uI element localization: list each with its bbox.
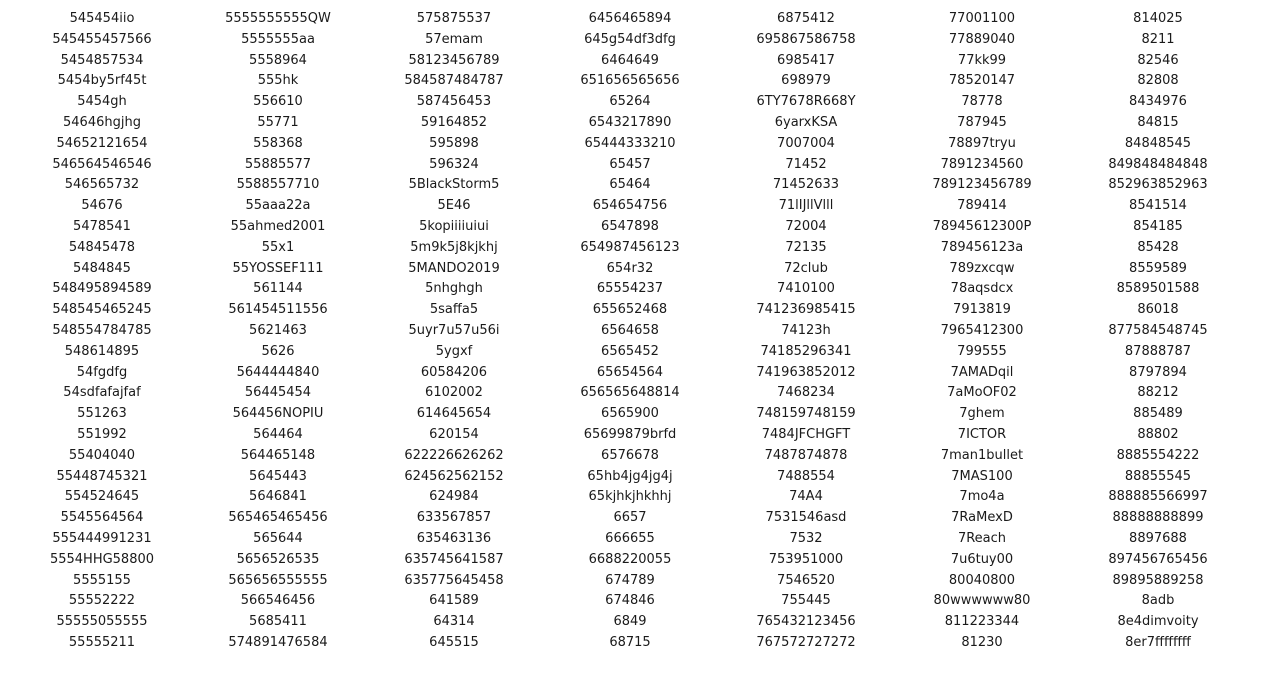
- table-cell[interactable]: 5478541: [73, 218, 131, 234]
- table-cell[interactable]: 65464: [609, 177, 651, 193]
- table-cell[interactable]: 556610: [253, 94, 303, 110]
- table-cell[interactable]: 5484845: [73, 260, 131, 276]
- table-cell[interactable]: 5621463: [249, 322, 307, 338]
- table-cell[interactable]: 566546456: [240, 593, 316, 609]
- table-cell[interactable]: 885489: [1133, 406, 1183, 422]
- table-cell[interactable]: 54845478: [68, 239, 136, 255]
- value-grid: [14, 9, 1246, 654]
- table-cell[interactable]: 620154: [429, 426, 479, 442]
- table-cell[interactable]: 55555211: [68, 634, 136, 650]
- table-cell[interactable]: 65457: [609, 156, 651, 172]
- table-cell[interactable]: 58123456789: [408, 52, 500, 68]
- table-cell[interactable]: 877584548745: [1108, 322, 1208, 338]
- table-cell[interactable]: 5656526535: [236, 551, 320, 567]
- table-cell[interactable]: 5555155: [73, 572, 131, 588]
- table-cell[interactable]: 799555: [957, 343, 1007, 359]
- table-cell[interactable]: 554524645: [64, 489, 140, 505]
- table-cell[interactable]: 698979: [781, 73, 831, 89]
- table-cell[interactable]: 6TY7678R668Y: [756, 94, 856, 110]
- table-cell[interactable]: 6985417: [777, 52, 835, 68]
- table-cell[interactable]: 6849: [613, 614, 647, 630]
- table-cell[interactable]: 565465465456: [228, 510, 328, 526]
- table-cell[interactable]: 7ICTOR: [957, 426, 1007, 442]
- table-cell[interactable]: 55x1: [261, 239, 295, 255]
- table-cell[interactable]: 565644: [253, 530, 303, 546]
- table-cell[interactable]: 5644444840: [236, 364, 320, 380]
- table-cell[interactable]: 555hk: [257, 73, 299, 89]
- table-cell[interactable]: 5554HHG58800: [49, 551, 155, 567]
- table-cell[interactable]: 55404040: [68, 447, 136, 463]
- column-4: [542, 9, 718, 654]
- table-cell[interactable]: 814025: [1133, 11, 1183, 26]
- table-cell[interactable]: 624984: [429, 489, 479, 505]
- table-cell[interactable]: 5646841: [249, 489, 307, 505]
- table-cell[interactable]: 6688220055: [588, 551, 672, 567]
- table-cell[interactable]: 7468234: [777, 385, 835, 401]
- table-cell[interactable]: 555444991231: [52, 530, 152, 546]
- table-cell[interactable]: 6456465894: [588, 11, 672, 26]
- table-cell[interactable]: 85428: [1137, 239, 1179, 255]
- table-cell[interactable]: 65699879brfd: [583, 426, 677, 442]
- table-cell[interactable]: 71452: [785, 156, 827, 172]
- table-cell[interactable]: 7007004: [777, 135, 835, 151]
- table-cell[interactable]: 5m9k5j8kjkhj: [410, 239, 498, 255]
- table-cell[interactable]: 654987456123: [580, 239, 680, 255]
- table-cell[interactable]: 753951000: [768, 551, 844, 567]
- table-cell[interactable]: 71lIJllVlll: [778, 198, 834, 214]
- table-cell[interactable]: 7Reach: [957, 530, 1007, 546]
- table-cell[interactable]: 6547898: [601, 218, 659, 234]
- table-cell[interactable]: 897456765456: [1108, 551, 1208, 567]
- table-cell[interactable]: 596324: [429, 156, 479, 172]
- table-cell[interactable]: 5558964: [249, 52, 307, 68]
- table-cell[interactable]: 60584206: [420, 364, 488, 380]
- table-cell[interactable]: 74A4: [789, 489, 823, 505]
- table-cell[interactable]: 7u6tuy00: [950, 551, 1014, 567]
- table-cell[interactable]: 6543217890: [588, 114, 672, 130]
- table-cell[interactable]: 55885577: [244, 156, 312, 172]
- table-cell[interactable]: 551992: [77, 426, 127, 442]
- table-cell[interactable]: 5588557710: [236, 177, 320, 193]
- table-cell[interactable]: 8211: [1141, 31, 1175, 47]
- table-cell[interactable]: 84815: [1137, 114, 1179, 130]
- table-cell[interactable]: 8er7ffffffff: [1125, 634, 1191, 650]
- table-cell[interactable]: 561454511556: [228, 302, 328, 318]
- table-cell[interactable]: 656565648814: [580, 385, 680, 401]
- table-cell[interactable]: 7man1bullet: [940, 447, 1024, 463]
- table-cell[interactable]: 6657: [613, 510, 647, 526]
- table-cell[interactable]: 54sdfafajfaf: [63, 385, 141, 401]
- table-cell[interactable]: 695867586758: [756, 31, 856, 47]
- table-cell[interactable]: 74123h: [781, 322, 831, 338]
- table-cell[interactable]: 789456123a: [940, 239, 1024, 255]
- table-cell[interactable]: 645515: [429, 634, 479, 650]
- table-cell[interactable]: 89895889258: [1112, 572, 1204, 588]
- table-cell[interactable]: 546565732: [64, 177, 140, 193]
- table-cell[interactable]: 6564658: [601, 322, 659, 338]
- table-cell[interactable]: 545455457566: [52, 31, 152, 47]
- table-cell[interactable]: 561144: [253, 281, 303, 297]
- table-cell[interactable]: 68715: [609, 634, 651, 650]
- column-1: [14, 9, 190, 654]
- table-cell[interactable]: 548545465245: [52, 302, 152, 318]
- table-cell[interactable]: 77889040: [948, 31, 1016, 47]
- table-cell[interactable]: 789zxcqw: [949, 260, 1015, 276]
- table-cell[interactable]: 564465148: [240, 447, 316, 463]
- column-7: [1070, 9, 1246, 654]
- table-cell[interactable]: 65hb4jg4jg4j: [587, 468, 673, 484]
- table-cell[interactable]: 7484JFCHGFT: [761, 426, 851, 442]
- table-cell[interactable]: 645g54df3dfg: [584, 31, 676, 47]
- table-cell[interactable]: 7546520: [777, 572, 835, 588]
- table-cell[interactable]: 641589: [429, 593, 479, 609]
- table-cell[interactable]: 55771: [257, 114, 299, 130]
- table-cell[interactable]: 7891234560: [940, 156, 1024, 172]
- table-cell[interactable]: 8434976: [1129, 94, 1187, 110]
- table-cell[interactable]: 666655: [605, 530, 655, 546]
- table-cell[interactable]: 59164852: [420, 114, 488, 130]
- table-cell[interactable]: 674846: [605, 593, 655, 609]
- table-cell[interactable]: 82808: [1137, 73, 1179, 89]
- table-cell[interactable]: 8e4dimvoity: [1117, 614, 1199, 630]
- table-cell[interactable]: 77001100: [948, 11, 1016, 26]
- table-cell[interactable]: 545454iio: [69, 11, 135, 26]
- table-cell[interactable]: 574891476584: [228, 634, 328, 650]
- table-cell[interactable]: 78aqsdcx: [950, 281, 1014, 297]
- table-cell[interactable]: 546564546546: [52, 156, 152, 172]
- table-cell[interactable]: 674789: [605, 572, 655, 588]
- table-cell[interactable]: 548495894589: [52, 281, 152, 297]
- table-cell[interactable]: 65444333210: [584, 135, 676, 151]
- table-cell[interactable]: 655652468: [592, 302, 668, 318]
- table-cell[interactable]: 54646hgjhg: [63, 114, 141, 130]
- table-cell[interactable]: 78945612300P: [932, 218, 1032, 234]
- table-cell[interactable]: 654r32: [606, 260, 654, 276]
- table-cell[interactable]: 8885554222: [1116, 447, 1200, 463]
- table-cell[interactable]: 635463136: [416, 530, 492, 546]
- table-cell[interactable]: 741963852012: [756, 364, 856, 380]
- table-cell[interactable]: 558368: [253, 135, 303, 151]
- table-cell[interactable]: 55552222: [68, 593, 136, 609]
- table-cell[interactable]: 595898: [429, 135, 479, 151]
- table-cell[interactable]: 8559589: [1129, 260, 1187, 276]
- table-cell[interactable]: 72004: [785, 218, 827, 234]
- table-cell[interactable]: 789123456789: [932, 177, 1032, 193]
- table-cell[interactable]: 55448745321: [56, 468, 148, 484]
- table-cell[interactable]: 54676: [81, 198, 123, 214]
- table-cell[interactable]: 888885566997: [1108, 489, 1208, 505]
- table-cell[interactable]: 77kk99: [957, 52, 1007, 68]
- table-cell[interactable]: 57emam: [425, 31, 483, 47]
- table-cell[interactable]: 7410100: [777, 281, 835, 297]
- table-cell[interactable]: 78897tryu: [948, 135, 1016, 151]
- table-cell[interactable]: 755445: [781, 593, 831, 609]
- table-cell[interactable]: 86018: [1137, 302, 1179, 318]
- table-cell[interactable]: 65kjhkjhkhhj: [588, 489, 672, 505]
- table-cell[interactable]: 633567857: [416, 510, 492, 526]
- table-cell[interactable]: 622226626262: [404, 447, 504, 463]
- table-cell[interactable]: 787945: [957, 114, 1007, 130]
- column-2: [190, 9, 366, 654]
- table-cell[interactable]: 78520147: [948, 73, 1016, 89]
- table-cell[interactable]: 635745641587: [404, 551, 504, 567]
- table-cell[interactable]: 80040800: [948, 572, 1016, 588]
- table-cell[interactable]: 651656565656: [580, 73, 680, 89]
- table-cell[interactable]: 6102002: [425, 385, 483, 401]
- table-cell[interactable]: 55ahmed2001: [230, 218, 326, 234]
- table-cell[interactable]: 7532: [789, 530, 823, 546]
- table-cell[interactable]: 65264: [609, 94, 651, 110]
- table-cell[interactable]: 5uyr7u57u56i: [408, 322, 500, 338]
- table-cell[interactable]: 767572727272: [756, 634, 856, 650]
- table-cell[interactable]: 88855545: [1124, 468, 1192, 484]
- table-cell[interactable]: 84848545: [1124, 135, 1192, 151]
- table-cell[interactable]: 564464: [253, 426, 303, 442]
- table-cell[interactable]: 5E46: [437, 198, 471, 214]
- table-cell[interactable]: 80wwwwww80: [933, 593, 1031, 609]
- table-cell[interactable]: 5454gh: [77, 94, 127, 110]
- table-cell[interactable]: 6565900: [601, 406, 659, 422]
- table-cell[interactable]: 74185296341: [760, 343, 852, 359]
- table-cell[interactable]: 78778: [961, 94, 1003, 110]
- table-cell[interactable]: 54fgdfg: [76, 364, 128, 380]
- table-cell[interactable]: 55555055555: [56, 614, 148, 630]
- table-cell[interactable]: 6464649: [601, 52, 659, 68]
- table-cell[interactable]: 56445454: [244, 385, 312, 401]
- table-cell[interactable]: 5454857534: [60, 52, 144, 68]
- table-cell[interactable]: 748159748159: [756, 406, 856, 422]
- table-cell[interactable]: 7RaMexD: [951, 510, 1013, 526]
- table-cell[interactable]: 575875537: [416, 11, 492, 26]
- table-cell[interactable]: 5626: [261, 343, 295, 359]
- table-cell[interactable]: 5545564564: [60, 510, 144, 526]
- table-cell[interactable]: 548554784785: [52, 322, 152, 338]
- table-cell[interactable]: 54652121654: [56, 135, 148, 151]
- table-cell[interactable]: 854185: [1133, 218, 1183, 234]
- table-cell[interactable]: 548614895: [64, 343, 140, 359]
- table-cell[interactable]: 5BlackStorm5: [408, 177, 500, 193]
- table-cell[interactable]: 8897688: [1129, 530, 1187, 546]
- table-cell[interactable]: 5kopiiiiuiui: [419, 218, 489, 234]
- table-cell[interactable]: 5ygxf: [435, 343, 473, 359]
- table-cell[interactable]: 6565452: [601, 343, 659, 359]
- table-cell[interactable]: 5685411: [249, 614, 307, 630]
- table-cell[interactable]: 7531546asd: [765, 510, 847, 526]
- table-cell[interactable]: 551263: [77, 406, 127, 422]
- table-cell[interactable]: 624562562152: [404, 468, 504, 484]
- table-cell[interactable]: 5saffa5: [429, 302, 479, 318]
- table-cell[interactable]: 72135: [785, 239, 827, 255]
- table-cell[interactable]: 565656555555: [228, 572, 328, 588]
- table-cell[interactable]: 614645654: [416, 406, 492, 422]
- table-cell[interactable]: 7488554: [777, 468, 835, 484]
- table-cell[interactable]: 8797894: [1129, 364, 1187, 380]
- table-cell[interactable]: 87888787: [1124, 343, 1192, 359]
- table-cell[interactable]: 7AMADqil: [950, 364, 1014, 380]
- table-cell[interactable]: 564456NOPIU: [232, 406, 324, 422]
- table-cell[interactable]: 7487874878: [764, 447, 848, 463]
- table-cell[interactable]: 6576678: [601, 447, 659, 463]
- table-cell[interactable]: 7965412300: [940, 322, 1024, 338]
- table-cell[interactable]: 765432123456: [756, 614, 856, 630]
- table-cell[interactable]: 82546: [1137, 52, 1179, 68]
- table-cell[interactable]: 587456453: [416, 94, 492, 110]
- table-cell[interactable]: 55YOSSEF111: [232, 260, 324, 276]
- table-cell[interactable]: 81230: [961, 634, 1003, 650]
- table-cell[interactable]: 72club: [784, 260, 828, 276]
- table-cell[interactable]: 5MANDO2019: [408, 260, 500, 276]
- table-cell[interactable]: 584587484787: [404, 73, 504, 89]
- column-5: [718, 9, 894, 654]
- table-cell[interactable]: 6yarxKSA: [774, 114, 838, 130]
- table-cell[interactable]: 811223344: [944, 614, 1020, 630]
- table-cell[interactable]: 5645443: [249, 468, 307, 484]
- table-cell[interactable]: 65654564: [596, 364, 664, 380]
- table-cell[interactable]: 635775645458: [404, 572, 504, 588]
- table-cell[interactable]: 88802: [1137, 426, 1179, 442]
- table-cell[interactable]: 88888888899: [1112, 510, 1204, 526]
- column-3: [366, 9, 542, 654]
- table-cell[interactable]: 849848484848: [1108, 156, 1208, 172]
- table-cell[interactable]: 65554237: [596, 281, 664, 297]
- table-cell[interactable]: 7ghem: [959, 406, 1005, 422]
- table-cell[interactable]: 5555555aa: [241, 31, 315, 47]
- table-cell[interactable]: 8541514: [1129, 198, 1187, 214]
- table-cell[interactable]: 55aaa22a: [245, 198, 311, 214]
- table-cell[interactable]: 7mo4a: [959, 489, 1005, 505]
- table-cell[interactable]: 741236985415: [756, 302, 856, 318]
- table-cell[interactable]: 8adb: [1141, 593, 1175, 609]
- table-cell[interactable]: 789414: [957, 198, 1007, 214]
- table-cell[interactable]: 88212: [1137, 385, 1179, 401]
- table-cell[interactable]: 7913819: [953, 302, 1011, 318]
- table-cell[interactable]: 5454by5rf45t: [57, 73, 147, 89]
- table-cell[interactable]: 7MAS100: [951, 468, 1013, 484]
- table-cell[interactable]: 8589501588: [1116, 281, 1200, 297]
- table-cell[interactable]: 64314: [433, 614, 475, 630]
- table-cell[interactable]: 5555555555QW: [225, 11, 331, 26]
- table-cell[interactable]: 654654756: [592, 198, 668, 214]
- table-cell[interactable]: 6875412: [777, 11, 835, 26]
- table-cell[interactable]: 852963852963: [1108, 177, 1208, 193]
- table-cell[interactable]: 7aMoOF02: [947, 385, 1017, 401]
- column-6: [894, 9, 1070, 654]
- table-cell[interactable]: 5nhghgh: [425, 281, 483, 297]
- table-cell[interactable]: 71452633: [772, 177, 840, 193]
